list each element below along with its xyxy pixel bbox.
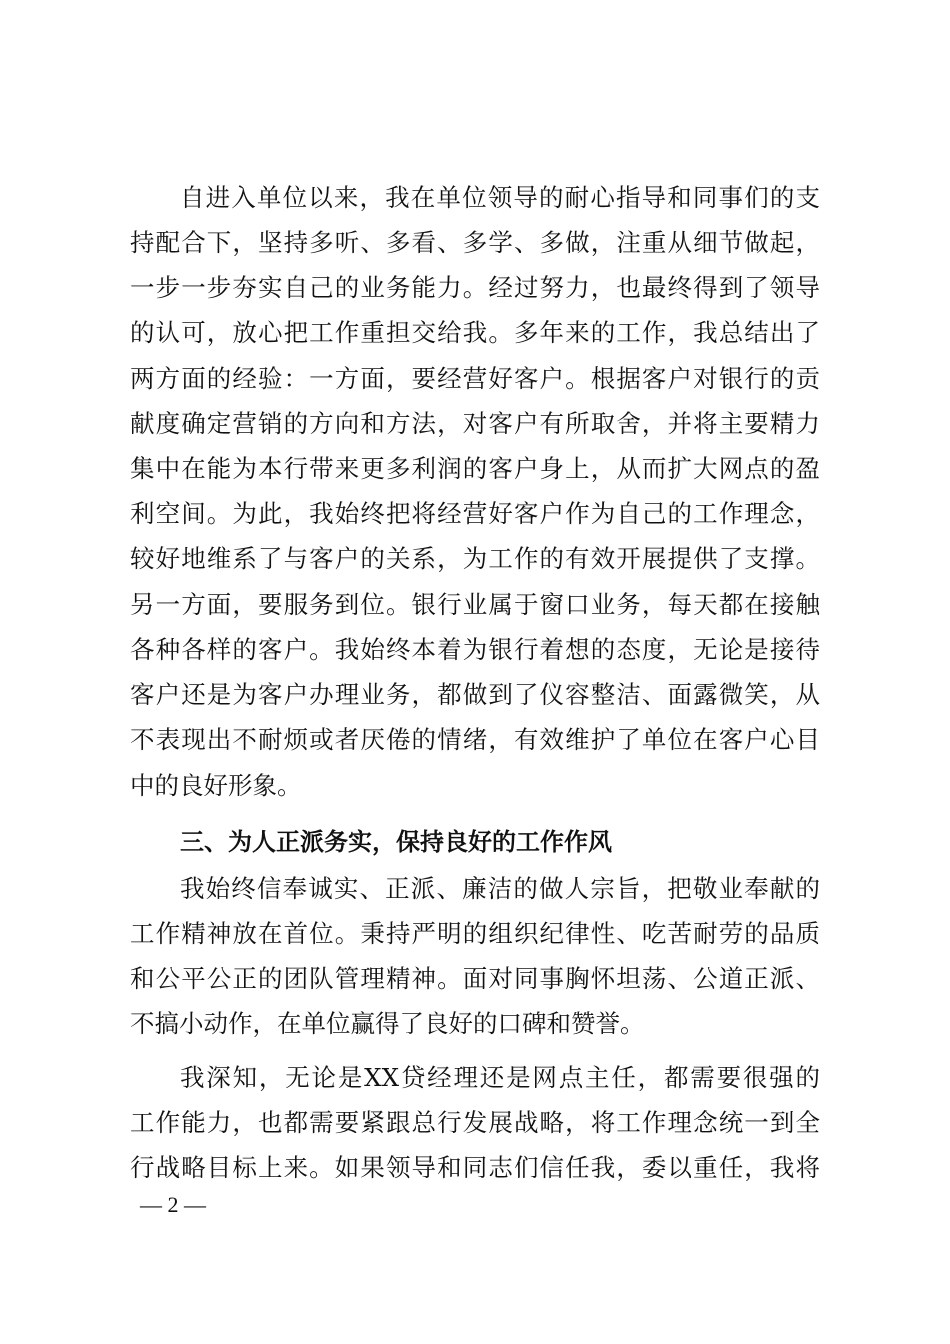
- paragraph-1-line: 各种各样的客户。我始终本着为银行着想的态度，无论是接待: [130, 635, 820, 664]
- paragraph-1-line: 另一方面，要服务到位。银行业属于窗口业务，每天都在接触: [130, 590, 820, 619]
- paragraph-1-line: 客户还是为客户办理业务，都做到了仪容整洁、面露微笑，从: [130, 680, 820, 709]
- paragraph-1-line: 较好地维系了与客户的关系，为工作的有效开展提供了支撑。: [130, 544, 820, 573]
- paragraph-3-line: 工作能力，也都需要紧跟总行发展战略，将工作理念统一到全: [130, 1108, 820, 1137]
- section-heading: 三、为人正派务实，保持良好的工作作风: [180, 828, 612, 856]
- paragraph-1-line: 一步一步夯实自己的业务能力。经过努力，也最终得到了领导: [130, 273, 820, 302]
- paragraph-3-line: 行战略目标上来。如果领导和同志们信任我，委以重任，我将: [130, 1153, 820, 1182]
- paragraph-2-line: 工作精神放在首位。秉持严明的组织纪律性、吃苦耐劳的品质: [130, 919, 820, 948]
- paragraph-1-line: 的认可，放心把工作重担交给我。多年来的工作，我总结出了: [130, 318, 820, 347]
- paragraph-1-line: 两方面的经验：一方面，要经营好客户。根据客户对银行的贡: [130, 364, 820, 393]
- paragraph-2-line: 不搞小动作，在单位赢得了良好的口碑和赞誉。: [130, 1009, 645, 1038]
- paragraph-1-line: 利空间。为此，我始终把将经营好客户作为自己的工作理念，: [130, 499, 820, 528]
- paragraph-3-line: 我深知，无论是XX贷经理还是网点主任，都需要很强的: [180, 1063, 820, 1092]
- paragraph-1-line: 献度确定营销的方向和方法，对客户有所取舍，并将主要精力: [130, 409, 820, 438]
- page-number: — 2 —: [140, 1192, 206, 1217]
- paragraph-1-line: 中的良好形象。: [130, 771, 302, 800]
- paragraph-1-line: 持配合下，坚持多听、多看、多学、多做，注重从细节做起，: [130, 228, 820, 257]
- paragraph-2-line: 和公平公正的团队管理精神。面对同事胸怀坦荡、公道正派、: [130, 964, 820, 993]
- paragraph-1-line: 不表现出不耐烦或者厌倦的情绪，有效维护了单位在客户心目: [130, 725, 820, 754]
- paragraph-1-line: 自进入单位以来，我在单位领导的耐心指导和同事们的支: [180, 183, 820, 212]
- paragraph-2-line: 我始终信奉诚实、正派、廉洁的做人宗旨，把敬业奉献的: [180, 874, 820, 903]
- paragraph-1-line: 集中在能为本行带来更多利润的客户身上，从而扩大网点的盈: [130, 454, 820, 483]
